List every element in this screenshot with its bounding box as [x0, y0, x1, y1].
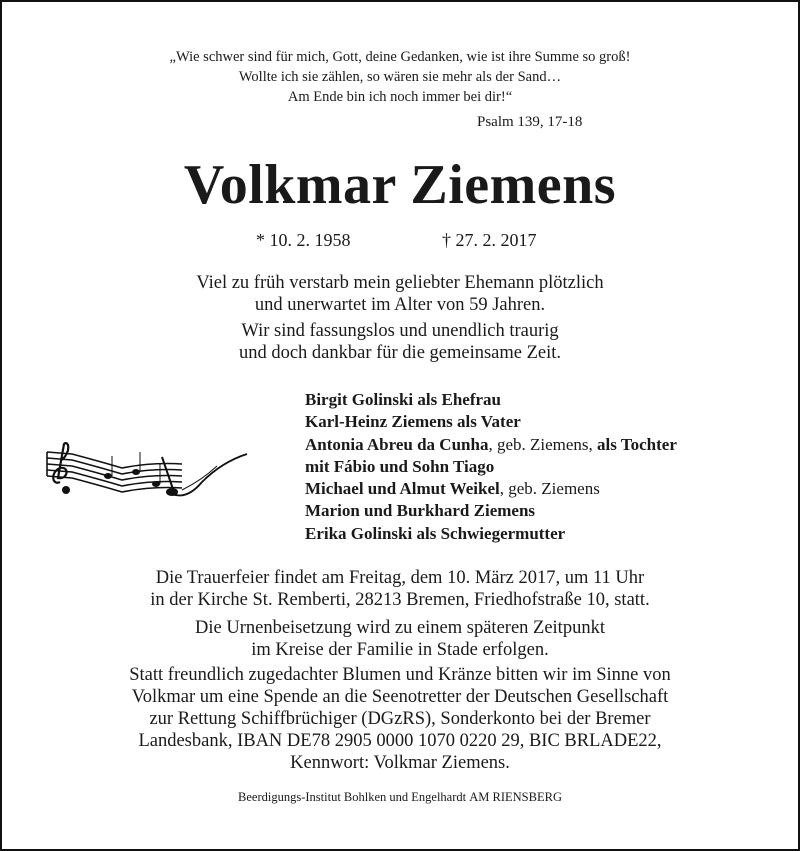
death-date: † 27. 2. 2017 — [442, 230, 537, 250]
text-line: Kennwort: Volkmar Ziemens. — [290, 753, 510, 773]
bible-quote — [2, 47, 798, 107]
text-line: und unerwartet im Alter von 59 Jahren. — [254, 295, 546, 315]
mourner-line: Erika Golinski als Schwiegermutter — [305, 523, 566, 543]
text-line: im Kreise der Familie in Stade erfolgen. — [251, 640, 549, 660]
quote-line: Wollte ich sie zählen, so wären sie mehr als der Sand… — [238, 69, 562, 85]
message-paragraph-2 — [2, 320, 798, 364]
urn-burial-info — [2, 617, 798, 661]
text-line: Volkmar um eine Spende an die Seenotretter der Deutschen Gesellschaft — [131, 687, 669, 707]
text-line: und doch dankbar für die gemeinsame Zeit. — [238, 343, 562, 363]
text-line: Viel zu früh verstarb mein geliebter Ehemann plötzlich — [196, 273, 604, 293]
donation-info — [2, 664, 798, 774]
text-line: Statt freundlich zugedachter Blumen und Kränze bitten wir im Sinne von — [129, 665, 671, 685]
text-line: Landesbank, IBAN DE78 2905 0000 1070 0220 29, BIC BRLADE22, — [138, 731, 662, 751]
quote-source: Psalm 139, 17-18 — [477, 114, 583, 130]
mourners-list — [305, 389, 677, 545]
funeral-home-credit — [2, 790, 798, 805]
mourner-line: Antonia Abreu da Cunha, geb. Ziemens, als Tochter — [305, 434, 677, 454]
funeral-service-info — [2, 567, 798, 611]
funeral-home-name: Beerdigungs-Institut Bohlken und Engelhardt — [238, 790, 467, 804]
quote-line: „Wie schwer sind für mich, Gott, deine Gedanken, wie ist ihre Summe so groß! — [169, 49, 631, 65]
mourner-line: Birgit Golinski als Ehefrau — [305, 390, 501, 409]
mourner-line: Karl-Heinz Ziemens als Vater — [305, 412, 521, 432]
text-line: Wir sind fassungslos und unendlich traurig — [241, 321, 559, 341]
mourner-line: Michael und Almut Weikel, geb. Ziemens — [305, 479, 600, 499]
message-paragraph-1 — [2, 272, 798, 316]
text-line: zur Rettung Schiffbrüchiger (DGzRS), Sonderkonto bei der Bremer — [149, 709, 651, 729]
mourner-line: Marion und Burkhard Ziemens — [305, 501, 536, 521]
text-line: in der Kirche St. Remberti, 28213 Bremen, Friedhofstraße 10, statt. — [150, 590, 650, 610]
text-line: Die Urnenbeisetzung wird zu einem späteren Zeitpunkt — [195, 618, 605, 638]
mourner-line: mit Fábio und Sohn Tiago — [305, 456, 495, 476]
quote-line: Am Ende bin ich noch immer bei dir!“ — [287, 89, 513, 105]
music-notes-staff-icon — [42, 442, 252, 512]
birth-date: * 10. 2. 1958 — [256, 230, 351, 250]
text-line: Die Trauerfeier findet am Freitag, dem 10. März 2017, um 11 Uhr — [155, 568, 645, 588]
funeral-home-location: AM RIENSBERG — [469, 790, 562, 804]
deceased-name: Volkmar Ziemens — [183, 154, 617, 216]
